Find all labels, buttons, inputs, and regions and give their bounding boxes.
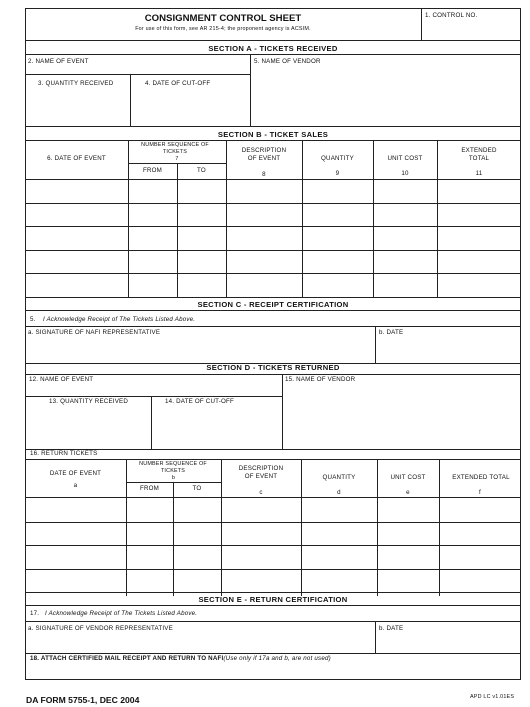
ret-col-number-sequence-no: b — [171, 475, 176, 481]
divider — [25, 40, 521, 41]
ret-col-description: DESCRIPTION OF EVENT — [238, 465, 284, 480]
col-description: DESCRIPTION OF EVENT — [241, 147, 287, 162]
divider — [177, 163, 178, 297]
section-d-title: SECTION D - TICKETS RETURNED — [206, 363, 340, 372]
divider — [377, 459, 378, 596]
divider — [439, 459, 440, 596]
ret-col-extended-total: EXTENDED TOTAL — [452, 474, 510, 481]
section-a-title: SECTION A - TICKETS RECEIVED — [208, 44, 338, 53]
form-title: CONSIGNMENT CONTROL SHEET — [144, 13, 302, 24]
divider — [25, 203, 521, 204]
name-of-vendor-label: 5. NAME OF VENDOR — [254, 58, 321, 65]
divider — [25, 497, 521, 498]
divider — [25, 226, 521, 227]
attach-instruction: 18. ATTACH CERTIFIED MAIL RECEIPT AND RETURN TO NAFI — [30, 655, 224, 662]
divider — [25, 449, 521, 450]
name-of-event-label: 2. NAME OF EVENT — [28, 58, 89, 65]
form-number: DA FORM 5755-1, DEC 2004 — [26, 695, 140, 705]
divider — [126, 459, 127, 596]
section-e-title: SECTION E - RETURN CERTIFICATION — [198, 595, 348, 604]
col-date-of-event: 6. DATE OF EVENT — [47, 155, 106, 162]
attach-note: (Use only if 17a and b, are not used) — [223, 655, 331, 662]
ret-col-date-of-event-no: a — [73, 482, 78, 489]
col-unit-cost-no: 10 — [401, 170, 409, 177]
divider — [25, 126, 521, 127]
ret-col-from: FROM — [139, 485, 159, 492]
col-description-no: 8 — [262, 171, 266, 178]
ret-col-to: TO — [192, 485, 202, 492]
section-b-title: SECTION B - TICKET SALES — [217, 130, 329, 139]
returned-quantity-received-label: 13. QUANTITY RECEIVED — [49, 398, 129, 405]
consignment-control-form — [25, 8, 521, 688]
divider — [301, 459, 302, 596]
ret-col-unit-cost: UNIT COST — [390, 474, 426, 481]
date-of-cutoff-label: 4. DATE OF CUT-OFF — [145, 80, 211, 87]
divider — [25, 522, 521, 523]
acknowledge-text: I Acknowledge Receipt of The Tickets Listed Above. — [43, 316, 196, 323]
control-no-label: 1. CONTROL NO. — [425, 12, 478, 19]
col-extended-total: EXTENDED TOTAL — [461, 147, 497, 162]
section-c-title: SECTION C - RECEIPT CERTIFICATION — [197, 300, 349, 309]
ret-col-quantity-no: d — [337, 489, 341, 496]
return-acknowledge-text: I Acknowledge Receipt of The Tickets Listed Above. — [45, 610, 198, 617]
returned-date-of-cutoff-label: 14. DATE OF CUT-OFF — [165, 398, 234, 405]
divider — [25, 653, 521, 654]
ret-col-date-of-event: DATE OF EVENT — [49, 470, 102, 477]
divider — [25, 569, 521, 570]
return-acknowledge-no: 17. — [30, 610, 40, 617]
col-number-sequence: NUMBER SEQUENCE OF TICKETS — [141, 142, 209, 155]
ret-col-unit-cost-no: e — [406, 489, 410, 496]
form-subtitle: For use of this form, see AR 215-4; the proponent agency is ACSIM. — [135, 26, 311, 32]
divider — [25, 273, 521, 274]
divider — [25, 310, 521, 311]
quantity-received-label: 3. QUANTITY RECEIVED — [38, 80, 114, 87]
apd-version: APD LC v1.01ES — [470, 694, 515, 700]
ret-col-quantity: QUANTITY — [322, 474, 356, 481]
col-from: FROM — [142, 167, 162, 174]
col-unit-cost: UNIT COST — [387, 155, 423, 162]
ret-col-extended-total-no: f — [479, 489, 481, 496]
ret-col-number-sequence: NUMBER SEQUENCE OF TICKETS — [139, 461, 207, 474]
nafi-date-label: b. DATE — [379, 329, 404, 336]
divider — [25, 250, 521, 251]
divider — [25, 605, 521, 606]
col-number-sequence-no: 7 — [175, 156, 179, 162]
divider — [25, 140, 521, 141]
acknowledge-no: 5. — [30, 316, 36, 323]
divider — [25, 592, 521, 593]
attach-label — [30, 655, 331, 662]
divider — [25, 179, 521, 180]
col-quantity-no: 9 — [335, 170, 340, 177]
vendor-date-label: b. DATE — [379, 625, 404, 632]
returned-name-of-vendor-label: 15. NAME OF VENDOR — [285, 376, 356, 383]
col-to: TO — [197, 167, 206, 174]
returned-name-of-vendor-field[interactable] — [283, 375, 520, 449]
ret-col-description-no: c — [259, 489, 263, 496]
nafi-signature-label: a. SIGNATURE OF NAFI REPRESENTATIVE — [28, 329, 161, 336]
divider — [25, 459, 521, 460]
return-tickets-label: 16. RETURN TICKETS — [30, 450, 98, 457]
col-quantity: QUANTITY — [321, 155, 354, 162]
name-of-vendor-field[interactable] — [251, 55, 520, 125]
divider — [25, 545, 521, 546]
vendor-signature-label: a. SIGNATURE OF VENDOR REPRESENTATIVE — [28, 625, 173, 632]
divider — [173, 482, 174, 596]
returned-name-of-event-label: 12. NAME OF EVENT — [29, 376, 94, 383]
divider — [25, 297, 521, 298]
divider — [221, 459, 222, 596]
col-extended-total-no: 11 — [475, 170, 483, 177]
